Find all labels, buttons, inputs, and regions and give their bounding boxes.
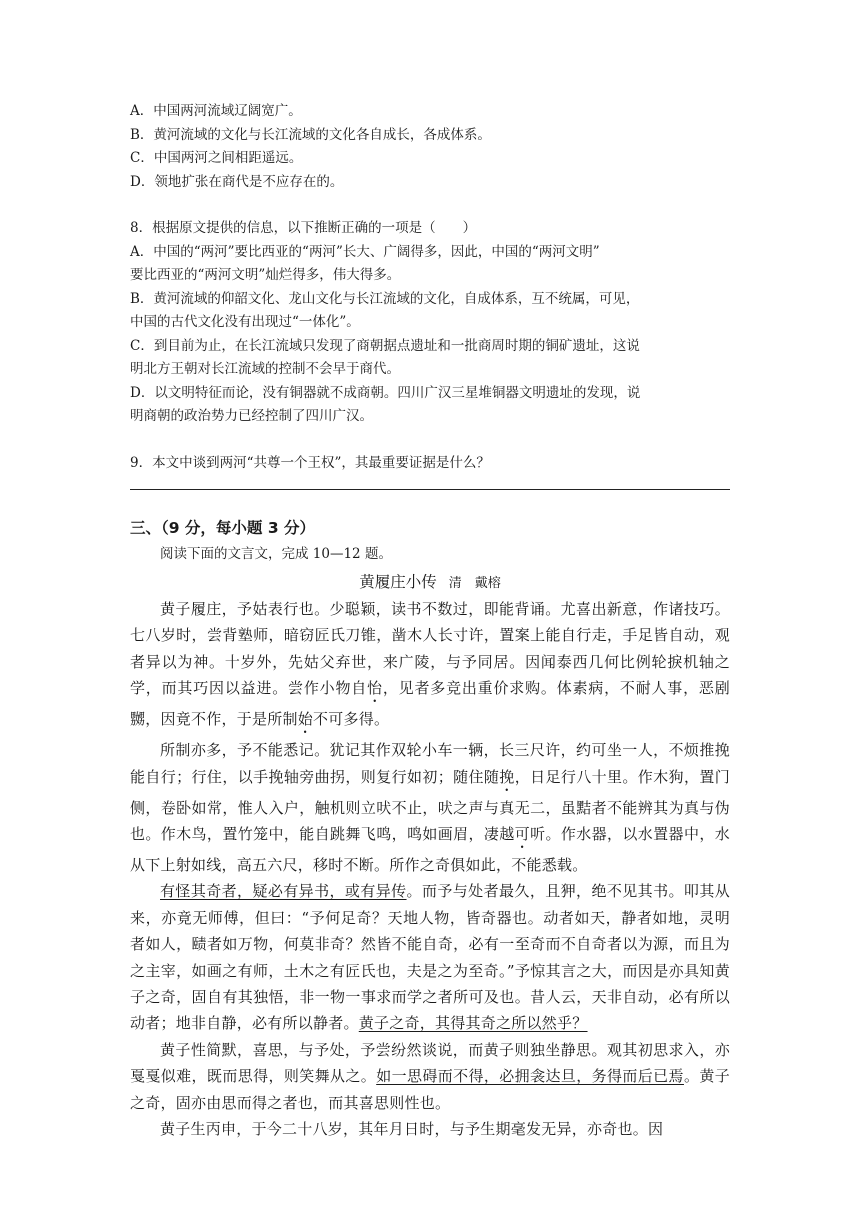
underlined-sentence: 如一思碍而不得，必拥衾达旦，务得而后已焉 [376,1067,684,1086]
text-run: 黄子性简默，喜思，与予处，予尝纷然谈说，而黄子则独坐静思。观其初思求入，亦戛戛似难，既而思得，则笑舞从之。 [130,1040,730,1086]
q8-line: C．到目前为止，在长江流域只发现了商朝据点遗址和一批商周时期的铜矿遗址，这说 [130,337,640,354]
text-run: 。而予与处者最久，且狎，绝不见其书。叩其从来，亦竟无师傅，但曰：“予何足奇？天地人物，皆奇器也。动者如天，静者如地，灵明者如人，赜者如万物，何莫非奇？然皆不能自奇，必有一至奇而不自奇者以为源，而且为之主宰，如画之有师，土木之有匠氏也，夫是之为至奇。”予惊其言之大，而因是亦具知黄子之奇，固自有其独悟，非一物一事求而学之者所可及也。昔人云，天非自动，必有所以动者；地非自静，必有所以静者。 [130,882,730,1033]
spacer [130,194,730,217]
marked-char: 始 [297,710,314,729]
q8-line: 明商朝的政治势力已经控制了四川广汉。 [130,408,373,424]
exam-page [130,100,730,1143]
essay-heading [130,570,730,596]
text-run: ，见者多竞出重价求购。体素病，不耐人事，恶剧嬲，因竟不作，于是所制 [130,679,730,729]
q7-option-d: D．领地扩张在商代是不应存在的。 [130,173,344,190]
question-7-options [130,100,730,194]
underlined-sentence: 黄子之奇，其得其奇之所以然乎？ [358,1014,588,1033]
text-run: 不可多得。 [313,710,390,729]
text-run: ，日足行八十里。作木狗，置门侧，卷卧如常，惟人入户，触机则立吠不止，吠之声与真无二，虽黠者不能辨其为真与伪也。作木鸟，置竹笼中，能自跳舞飞鸣，鸣如画眉，凄越 [130,767,730,844]
question-9: 9．本文中谈到两河“共尊一个王权”，其最重要证据是什么？ [130,454,490,471]
marked-char: 可 [514,825,531,844]
q7-option-c: C．中国两河之间相距遥远。 [130,150,303,166]
essay-title: 黄履庄小传 [359,573,437,591]
essay-author: 清 戴榕 [448,576,501,591]
marked-char: 怡 [367,679,383,698]
essay-paragraph-3 [130,878,730,1036]
essay-paragraph-4 [130,1037,730,1116]
q8-line: 要比西亚的“两河文明”灿烂得多，伟大得多。 [130,267,401,283]
section-3-title: 三、（9 分，每小题 3 分） [130,519,316,537]
section-3-instruction: 阅读下面的文言文，完成 10—12 题。 [160,546,392,562]
spacer [130,429,730,452]
marked-char: 挽 [499,767,515,786]
q8-line: A．中国的“两河”要比西亚的“两河”长大、广阔得多，因此，中国的“两河文明” [130,243,600,260]
essay-paragraph-1 [130,596,730,737]
essay-body [130,596,730,1143]
answer-line [130,489,730,490]
q8-line: B．黄河流域的仰韶文化、龙山文化与长江流域的文化，自成体系，互不统属，可见， [130,290,640,307]
essay-paragraph-5: 黄子生丙申，于今二十八岁，其年月日时，与予生期毫发无异，亦奇也。因 [160,1120,664,1139]
q8-stem: 8．根据原文提供的信息，以下推断正确的一项是（ ） [130,220,477,236]
underlined-sentence: 有怪其奇者，疑必有异书，或有异传 [160,882,407,901]
text-run: 黄子履庄，予姑表行也。少聪颖，读书不数过，即能背诵。尤喜出新意，作诸技巧。七八岁时，尝背塾师，暗窃匠氏刀锥，凿木人长寸许，置案上能自行走，手足皆自动，观者异以为神。十岁外，先姑父弃世，来广陵，与予同居。因闻泰西几何比例轮捩机轴之学，而其巧因以益进。尝作小物自 [130,600,730,698]
question-8 [130,217,730,429]
essay-paragraph-2 [130,737,730,878]
q7-option-b: B．黄河流域的文化与长江流域的文化各自成长，各成体系。 [130,126,491,143]
q7-option-a: A．中国两河流域辽阔宽广。 [130,103,302,119]
text-run: 所制亦多，予不能悉记。犹记其作双轮小车一辆，长三尺许，约可坐一人，不烦推挽能自行；行住，以手挽轴旁曲拐，则复行如初；随住随 [130,741,730,786]
q8-line: 明北方王朝对长江流域的控制不会早于商代。 [130,361,400,377]
q8-line: 中国的古代文化没有出现过“一体化”。 [130,314,360,330]
q8-line: D．以文明特征而论，没有铜器就不成商朝。四川广汉三星堆铜器文明遗址的发现，说 [130,384,641,401]
text-run: 。黄子之奇，固亦由思而得之者也，而其喜思则性也。 [130,1067,730,1112]
text-run: 听。作水器，以水置器中，水从下上射如线，高五六尺，移时不断。所作之奇俱如此，不能悉载。 [130,825,730,875]
